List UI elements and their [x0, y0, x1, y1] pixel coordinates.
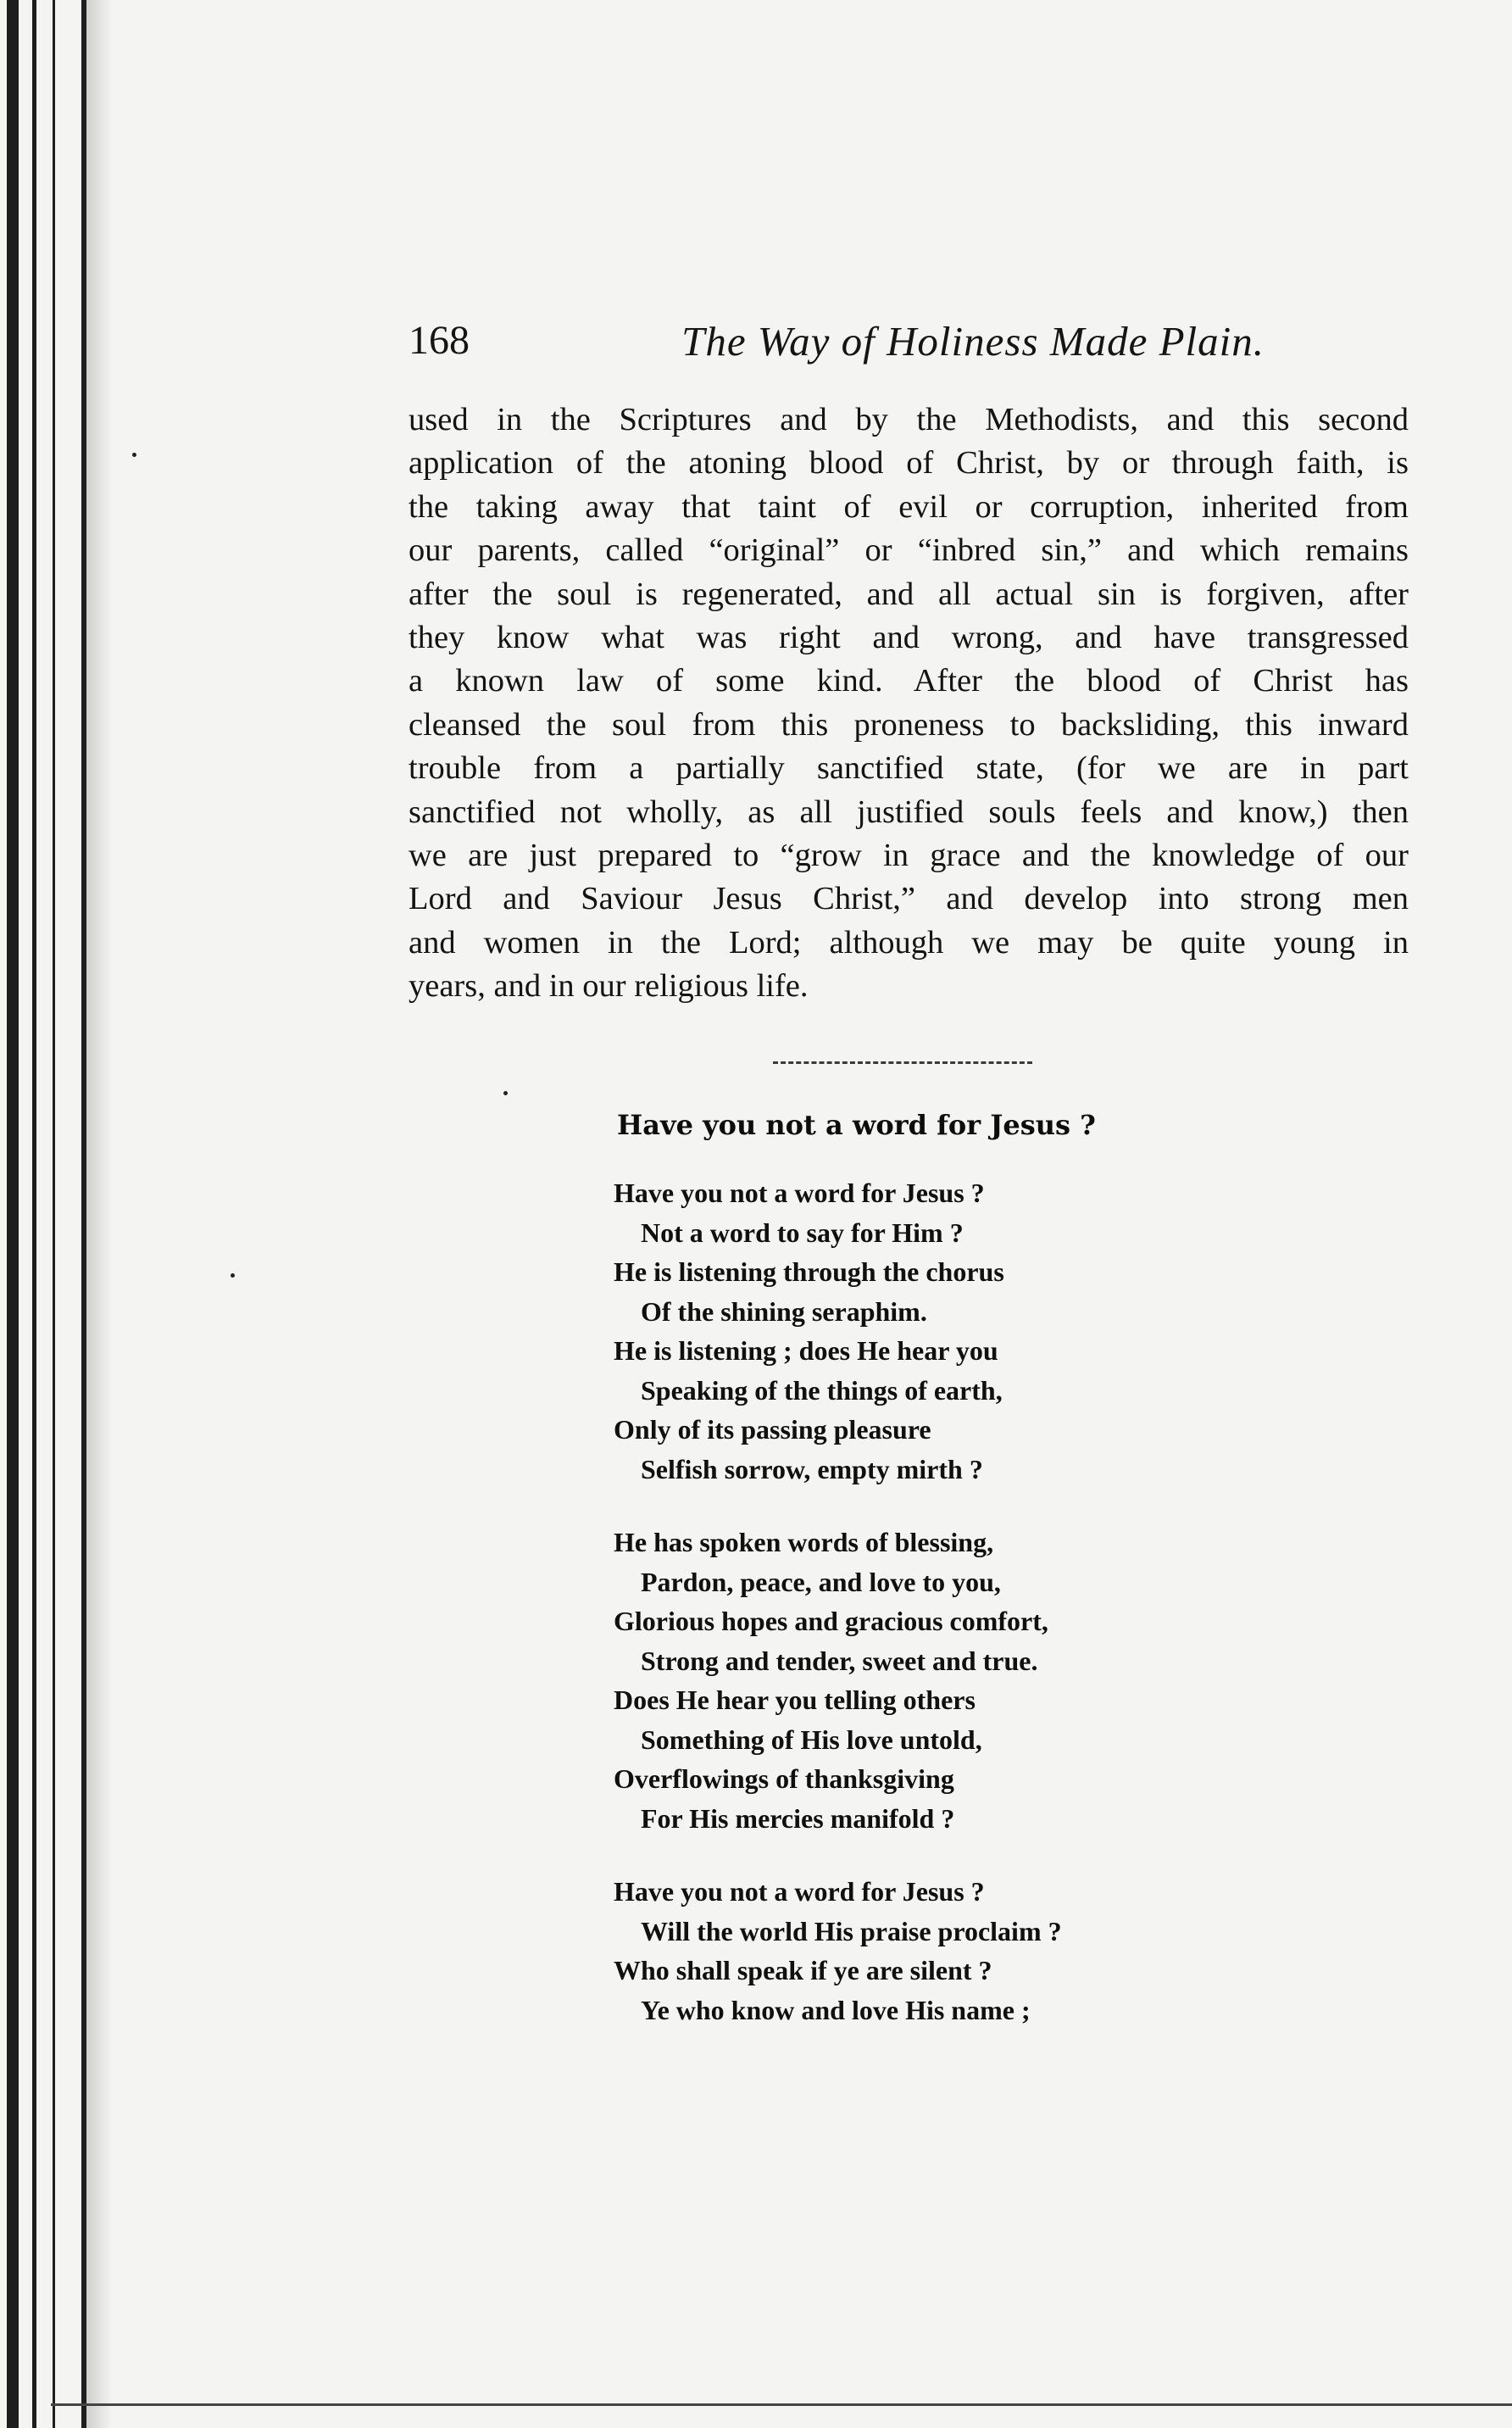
- paragraph-line: Lord and Saviour Jesus Christ,” and develop into strong men: [409, 881, 1409, 917]
- poem-title: Have you not a word for Jesus ?: [617, 1109, 1096, 1141]
- paragraph-line: our parents, called “original” or “inbred sin,” and which remains: [409, 532, 1409, 569]
- print-speck: [503, 1091, 508, 1095]
- poem-line: Something of His love untold,: [641, 1724, 982, 1755]
- poem-line: Not a word to say for Him ?: [641, 1217, 964, 1248]
- paragraph-line: sanctified not wholly, as all justified souls feels and know,) then: [409, 794, 1409, 830]
- section-divider: [773, 1061, 1032, 1064]
- poem-line: He is listening ; does He hear you: [614, 1335, 998, 1366]
- poem-line: He has spoken words of blessing,: [614, 1527, 994, 1557]
- page-bottom-edge: [51, 2403, 1512, 2406]
- poem-line: Of the shining seraphim.: [641, 1295, 927, 1327]
- poem-line: Overflowings of thanksgiving: [614, 1763, 954, 1794]
- paragraph-line: trouble from a partially sanctified state, (for we are in part: [409, 750, 1409, 787]
- print-speck: [132, 453, 136, 457]
- poem-line: Have you not a word for Jesus ?: [614, 1178, 985, 1208]
- paragraph-line: years, and in our religious life.: [409, 968, 809, 1005]
- gutter-shade: [86, 0, 112, 2428]
- poem-line: Only of its passing pleasure: [614, 1414, 931, 1445]
- paragraph-line: cleansed the soul from this proneness to backsliding, this inward: [409, 706, 1409, 743]
- page-edge-line: [32, 0, 36, 2428]
- running-title: The Way of Holiness Made Plain.: [681, 318, 1265, 365]
- poem-line: Strong and tender, sweet and true.: [641, 1645, 1038, 1676]
- poem-line: Have you not a word for Jesus ?: [614, 1876, 985, 1907]
- page-edge-shadow: [7, 0, 19, 2428]
- poem-line: Speaking of the things of earth,: [641, 1374, 1003, 1406]
- poem-line: Glorious hopes and gracious comfort,: [614, 1606, 1048, 1636]
- running-header: [409, 317, 1265, 376]
- poem-line: Will the world His praise proclaim ?: [641, 1915, 1062, 1946]
- paragraph-line: after the soul is regenerated, and all actual sin is forgiven, after: [409, 576, 1409, 612]
- poem-line: Does He hear you telling others: [614, 1685, 976, 1715]
- page-number: 168: [409, 318, 470, 363]
- poem-line: He is listening through the chorus: [614, 1256, 1004, 1287]
- paragraph-line: a known law of some kind. After the blood of Christ has: [409, 663, 1409, 699]
- poem-line: Ye who know and love His name ;: [641, 1994, 1031, 2025]
- paragraph-line: used in the Scriptures and by the Methodists, and this second: [409, 402, 1409, 437]
- paragraph-line: they know what was right and wrong, and have transgressed: [409, 619, 1409, 655]
- paragraph-line: application of the atoning blood of Christ, by or through faith, is: [409, 445, 1409, 482]
- poem-stanza: [614, 1872, 1207, 2030]
- paragraph-line: and women in the Lord; although we may be quite young in: [409, 924, 1409, 961]
- poem-line: Who shall speak if ye are silent ?: [614, 1955, 992, 1985]
- paragraph-line: the taking away that taint of evil or corruption, inherited from: [409, 488, 1409, 525]
- body-paragraph: [409, 398, 1409, 1008]
- poem: [614, 1173, 1207, 2063]
- poem-stanza: [614, 1173, 1207, 1489]
- poem-line: Selfish sorrow, empty mirth ?: [641, 1453, 983, 1484]
- poem-stanza: [614, 1523, 1207, 1838]
- page-edge-line: [53, 0, 55, 2428]
- poem-line: Pardon, peace, and love to you,: [641, 1566, 1001, 1597]
- paragraph-line: we are just prepared to “grow in grace and the knowledge of our: [409, 837, 1409, 873]
- print-speck: [231, 1273, 235, 1278]
- poem-line: For His mercies manifold ?: [641, 1802, 955, 1834]
